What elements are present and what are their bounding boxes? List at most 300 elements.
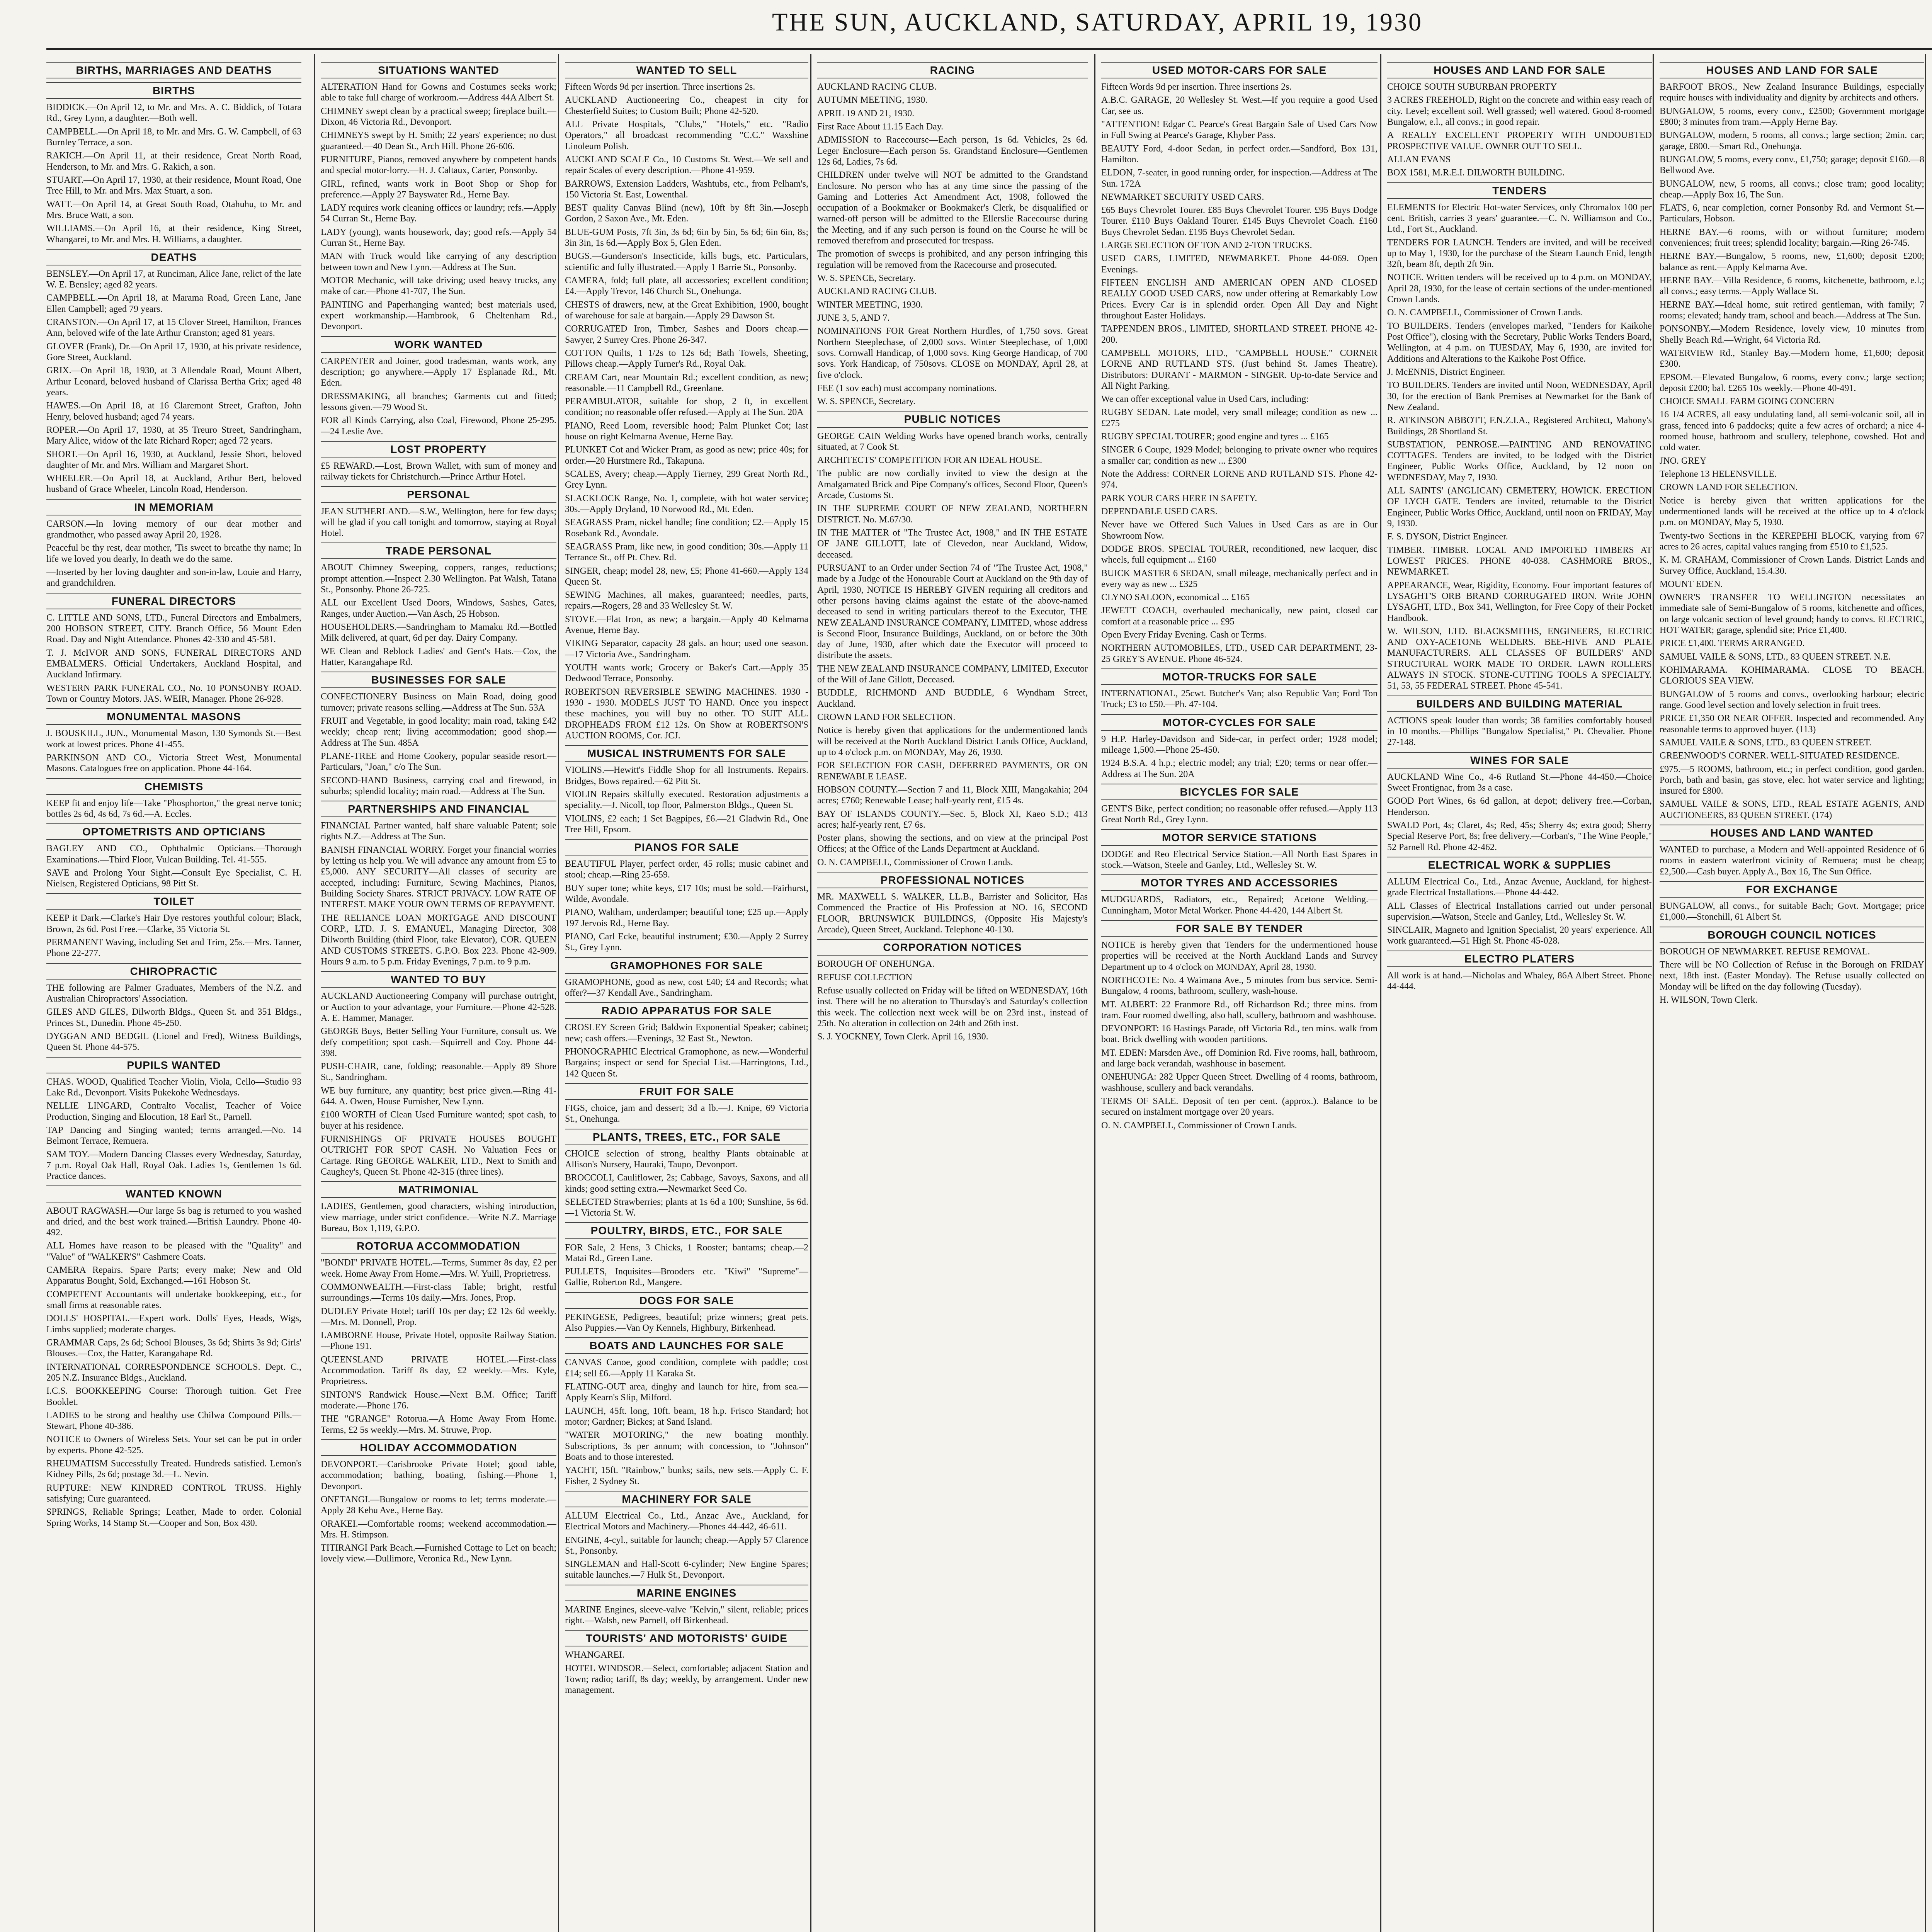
classified-item: 3 ACRES FREEHOLD, Right on the concrete and within easy reach of city. Level; excellent soil. Well grassed; well watered. Good 8-roomed Bungalow, e.l., all convs.; in good repair.: [1387, 95, 1652, 127]
classified-item: ONEHUNGA: 282 Upper Queen Street. Dwelling of 4 rooms, bathroom, washhouse, scullery and back verandahs.: [1101, 1072, 1378, 1093]
classified-item: LARGE SELECTION OF TON AND 2-TON TRUCKS.: [1101, 240, 1312, 251]
section-heading: TRADE PERSONAL: [321, 543, 556, 559]
classified-item: DRESSMAKING, all branches; Garments cut and fitted; lessons given.—79 Wood St.: [321, 391, 556, 412]
classified-item: T. J. McIVOR AND SONS, FUNERAL DIRECTORS AND EMBALMERS. Official Undertakers, Auckland Hospital, and Auckland Infirmary.: [46, 648, 301, 680]
classified-item: LAMBORNE House, Private Hotel, opposite Railway Station.—Phone 191.: [321, 1330, 556, 1352]
classified-item: GENT'S Bike, perfect condition; no reasonable offer refused.—Apply 113 Great North Rd., Grey Lynn.: [1101, 804, 1378, 825]
classified-item: PHONOGRAPHIC Electrical Gramophone, as new.—Wonderful Bargains; inspect or send for Special List.—Harringtons, Ltd., 142 Queen St.: [565, 1046, 808, 1079]
classified-item: H. WILSON, Town Clerk.: [1660, 995, 1758, 1005]
classified-item: SINCLAIR, Magneto and Ignition Specialist, 20 years' experience. All work guaranteed.—51 High St. Phone 45-028.: [1387, 925, 1652, 946]
classified-item: KOHIMARAMA. KOHIMARAMA. CLOSE TO BEACH. GLORIOUS SEA VIEW.: [1660, 665, 1924, 686]
classified-item: Open Every Friday Evening. Cash or Terms.: [1101, 630, 1267, 640]
classified-item: BUDDLE, RICHMOND AND BUDDLE, 6 Wyndham Street, Auckland.: [817, 688, 1088, 709]
section-heading: BUSINESSES FOR SALE: [321, 672, 556, 688]
classified-item: QUEENSLAND PRIVATE HOTEL.—First-class Accommodation. Tariff 8s day, £2 weekly.—Mrs. Kyle, Proprietress.: [321, 1354, 556, 1387]
classified-item: SELECTED Strawberries; plants at 1s 6d a 100; Sunshine, 5s 6d.—1 Victoria St. W.: [565, 1197, 808, 1218]
section-heading: BUILDERS AND BUILDING MATERIAL: [1387, 696, 1652, 712]
section-heading: WINES FOR SALE: [1387, 752, 1652, 769]
classified-item: JEAN SUTHERLAND.—S.W., Wellington, here for few days; will be glad if you call tonight and tomorrow, staying at Royal Hotel.: [321, 506, 556, 539]
classified-item: Notice is hereby given that applications for the undermentioned lands will be received at the North Auckland District Lands Office, Auckland, up to 4 o'clock p.m. on MONDAY, May 26, 1930.: [817, 725, 1088, 757]
section-heading: RADIO APPARATUS FOR SALE: [565, 1002, 808, 1019]
classified-item: O. N. CAMPBELL, Commissioner of Crown Lands.: [1387, 308, 1583, 318]
classified-item: BUGS.—Gunderson's Insecticide, kills bugs, etc. Particulars, scientific and fully illustrated.—Apply 1 Barrie St., Ponsonby.: [565, 251, 808, 272]
column-rule: [1094, 54, 1095, 1932]
classified-item: IN THE SUPREME COURT OF NEW ZEALAND, NORTHERN DISTRICT. No. M.67/30.: [817, 503, 1088, 525]
classified-item: CONFECTIONERY Business on Main Road, doing good turnover; private reasons selling.—Address at The Sun. 53A: [321, 692, 556, 713]
classified-item: USED CARS, LIMITED, NEWMARKET. Phone 44-069. Open Evenings.: [1101, 253, 1378, 275]
section-heading: MOTOR SERVICE STATIONS: [1101, 829, 1378, 846]
classified-item: BUICK MASTER 6 SEDAN, small mileage, mechanically perfect and in every way as new ... £325: [1101, 568, 1378, 589]
classified-item: ALLAN EVANS: [1387, 154, 1451, 165]
classified-item: GRIX.—On April 18, 1930, at 3 Allendale Road, Mount Albert, Arthur Leonard, beloved husband of Clarissa Bertha Grix; aged 48 years.: [46, 366, 301, 398]
section-heading: POULTRY, BIRDS, ETC., FOR SALE: [565, 1222, 808, 1239]
classified-item: The public are now cordially invited to view the design at the Amalgamated Brick and Pipe Company's offices, Second Floor, Queen's Arcade, Customs St.: [817, 468, 1088, 501]
classified-item: ALLUM Electrical Co., Ltd., Anzac Avenue, Auckland, for highest-grade Electrical Installations.—Phone 44-442.: [1387, 876, 1652, 898]
classified-item: CHOICE SMALL FARM GOING CONCERN: [1660, 396, 1835, 407]
classified-item: PRICE £1,350 OR NEAR OFFER. Inspected and recommended. Any reasonable terms to approved buyer. (113): [1660, 713, 1924, 735]
classified-item: KEEP fit and enjoy life—Take "Phosphorton," the great nerve tonic; bottles 2s 6d, 4s 6d, 7s 6d.—A. Eccles.: [46, 798, 301, 819]
classified-item: FOR all Kinds Carrying, also Coal, Firewood, Phone 25-295.—24 Leslie Ave.: [321, 415, 556, 437]
classified-item: SAMUEL VAILE & SONS, LTD., 83 QUEEN STREET. N.E.: [1660, 651, 1891, 662]
classified-item: BUNGALOW, 5 rooms, every conv., £1,750; garage; deposit £160.—8 Bellwood Ave.: [1660, 154, 1924, 176]
classified-item: BROCCOLI, Cauliflower, 2s; Cabbage, Savoys, Saxons, and all kinds; good setting extra.—Newmarket Seed Co.: [565, 1173, 808, 1194]
classified-item: FRUIT and Vegetable, in good locality; main road, taking £42 weekly; cheap rent; living accommodation; good shop.—Address at The Sun. 485A: [321, 716, 556, 748]
classified-item: W. S. SPENCE, Secretary.: [817, 396, 916, 407]
section-heading: MOTOR TYRES AND ACCESSORIES: [1101, 874, 1378, 891]
classified-item: Refuse usually collected on Friday will be lifted on WEDNESDAY, 16th inst. There will be no alteration to Thursday's and Saturday's collection this week. The collection next week will be on 23rd inst., instead of 25th. No alteration in collection on 24th and 26th inst.: [817, 986, 1088, 1029]
classified-item: CRANSTON.—On April 17, at 15 Clover Street, Hamilton, Frances Ann, beloved wife of the late Arthur Cranston; aged 81 years.: [46, 317, 301, 338]
classified-item: SAMUEL VAILE & SONS, LTD., REAL ESTATE AGENTS, AND AUCTIONEERS, 83 QUEEN STREET. (174): [1660, 799, 1924, 820]
column-1: [46, 58, 301, 1932]
classified-item: TERMS OF SALE. Deposit of ten per cent. (approx.). Balance to be secured on instalment mortgage over 20 years.: [1101, 1096, 1378, 1117]
classified-item: NOTICE to Owners of Wireless Sets. Your set can be put in order by experts. Phone 42-525.: [46, 1434, 301, 1456]
classified-item: BAY OF ISLANDS COUNTY.—Sec. 5, Block XI, Kaeo S.D.; 413 acres; half-yearly rent, £7 6s.: [817, 809, 1088, 830]
classified-item: APRIL 19 AND 21, 1930.: [817, 108, 915, 119]
classified-item: BUNGALOW of 5 rooms and convs., overlooking harbour; electric range. Good level section and lovely selection in fruit trees.: [1660, 689, 1924, 710]
classified-item: CHILDREN under twelve will NOT be admitted to the Grandstand Enclosure. No person who has at any time since the passing of the Gaming and Lotteries Act Amendment Act, 1908, followed the occupation of a Bookmaker or Bookmaker's Clerk, be disqualified or warned-off person will be admitted to the Ellerslie Racecourse during the Meeting, and if any such person is found on the Course he will be removed therefrom and prosecuted for trespass.: [817, 170, 1088, 246]
classified-item: £100 WORTH of Clean Used Furniture wanted; spot cash, to buyer at his residence.: [321, 1110, 556, 1131]
section-heading: TOURISTS' AND MOTORISTS' GUIDE: [565, 1630, 808, 1646]
classified-item: MT. ALBERT: 22 Franmore Rd., off Richardson Rd.; three mins. from tram. Four roomed dwelling, also hall, scullery, bathroom and washhouse.: [1101, 999, 1378, 1020]
section-heading: WANTED TO BUY: [321, 971, 556, 988]
section-heading: PERSONAL: [321, 486, 556, 503]
section-heading: ELECTRICAL WORK & SUPPLIES: [1387, 857, 1652, 873]
classified-item: ENGINE, 4-cyl., suitable for launch; cheap.—Apply 57 Clarence St., Ponsonby.: [565, 1535, 808, 1556]
classified-item: SAVE and Prolong Your Sight.—Consult Eye Specialist, C. H. Nielsen, Registered Opticians, 98 Pitt St.: [46, 867, 301, 889]
column-4: [817, 58, 1088, 1932]
classified-item: CROWN LAND FOR SELECTION.: [817, 712, 956, 722]
classified-item: BUNGALOW, modern, 5 rooms, all convs.; large section; 2min. car; garage, £800.—Smart Rd., Onehunga.: [1660, 130, 1924, 151]
classified-item: LAUNCH, 45ft. long, 10ft. beam, 18 h.p. Frisco Standard; hot motor; Gardner; Bickes; at Sand Island.: [565, 1406, 808, 1427]
classified-item: LADIES, Gentlemen, good characters, wishing introduction, view marriage, under strict confidence.—Write N.Z. Marriage Bureau, Box 1,119, G.P.O.: [321, 1201, 556, 1233]
section-heading: PUPILS WANTED: [46, 1057, 301, 1073]
classified-item: "ATTENTION! Edgar C. Pearce's Great Bargain Sale of Used Cars Now in Full Swing at Pearce's Garage, Khyber Pass.: [1101, 119, 1378, 141]
classified-item: F. S. DYSON, District Engineer.: [1387, 532, 1508, 542]
classified-item: WESTERN PARK FUNERAL CO., No. 10 PONSONBY ROAD. Town or Country Motors. JAS. WEIR, Manager. Phone 26-928.: [46, 683, 301, 704]
classified-item: TITIRANGI Park Beach.—Furnished Cottage to Let on beach; lovely view.—Dullimore, Veronica Rd., New Lynn.: [321, 1543, 556, 1564]
classified-item: I.C.S. BOOKKEEPING Course: Thorough tuition. Get Free Booklet.: [46, 1386, 301, 1407]
classified-item: OWNER'S TRANSFER TO WELLINGTON necessitates an immediate sale of Semi-Bungalow of 5 rooms, kitchenette and offices, on large volcanic section of level ground; handy to convs. ELECTRIC, HOT WATER; garage, splendid site; Price £1,400.: [1660, 592, 1924, 636]
classified-item: 16 1/4 ACRES, all easy undulating land, all semi-volcanic soil, all in grass, fenced into 6 paddocks; quite a few acres of orchard; a nice 4-roomed house, bathroom and scullery, telephone, cowshed. Hot and cold water.: [1660, 410, 1924, 453]
classified-item: RHEUMATISM Successfully Treated. Hundreds satisfied. Lemon's Kidney Pills, 2s 6d; postage 3d.—L. Nevin.: [46, 1459, 301, 1480]
classified-item: AUCKLAND SCALE Co., 10 Customs St. West.—We sell and repair Scales of every description.—Phone 41-959.: [565, 154, 808, 176]
section-heading: HOUSES AND LAND FOR SALE: [1387, 62, 1652, 78]
classified-item: PERAMBULATOR, suitable for shop, 2 ft, in excellent condition; no reasonable offer refused.—Apply at The Sun. 20A: [565, 396, 808, 418]
classified-item: SINGLEMAN and Hall-Scott 6-cylinder; New Engine Spares; suitable launches.—7 Hulk St., Devonport.: [565, 1559, 808, 1580]
classified-item: ABOUT RAGWASH.—Our large 5s bag is returned to you washed and dried, and the best work trained.—British Laundry. Phone 40-492.: [46, 1206, 301, 1238]
section-heading: MUSICAL INSTRUMENTS FOR SALE: [565, 745, 808, 762]
classified-item: "BONDI" PRIVATE HOTEL.—Terms, Summer 8s day, £2 per week. Home Away From Home.—Mrs. W. Yuill, Proprietress.: [321, 1258, 556, 1279]
classified-item: BEAUTY Ford, 4-door Sedan, in perfect order.—Sandford, Box 131, Hamilton.: [1101, 143, 1378, 165]
classified-item: FINANCIAL Partner wanted, half share valuable Patent; sole rights N.Z.—Address at The Sun.: [321, 821, 556, 842]
classified-item: K. M. GRAHAM, Commissioner of Crown Lands. District Lands and Survey Office, Auckland, 15.4.30.: [1660, 555, 1924, 576]
classified-item: BIDDICK.—On April 12, to Mr. and Mrs. A. C. Biddick, of Totara Rd., Grey Lynn, a daughter.—Both well.: [46, 102, 301, 124]
classified-item: DUDLEY Private Hotel; tariff 10s per day; £2 12s 6d weekly.—Mrs. M. Donnell, Prop.: [321, 1306, 556, 1327]
classified-item: PLUNKET Cot and Wicker Pram, as good as new; price 40s; for order.—20 Hurstmere Rd., Takapuna.: [565, 445, 808, 466]
classified-item: STUART.—On April 17, 1930, at their residence, Mount Road, One Tree Hill, to Mr. and Mrs. Max Stuart, a son.: [46, 175, 301, 196]
classified-item: DYGGAN AND BEDGIL (Lionel and Fred), Witness Buildings, Queen St. Phone 44-575.: [46, 1031, 301, 1053]
classified-item: ADMISSION to Racecourse—Each person, 1s 6d. Vehicles, 2s 6d. Leger Enclosure—Each person 5s. Grandstand Enclosure—Gentlemen 12s 6d, Ladies, 7s 6d.: [817, 135, 1088, 167]
classified-item: BOX 1581, M.R.E.I. DILWORTH BUILDING.: [1387, 168, 1565, 178]
classified-item: JUNE 3, 5, AND 7.: [817, 313, 890, 323]
section-heading: LOST PROPERTY: [321, 441, 556, 457]
classified-item: SAMUEL VAILE & SONS, LTD., 83 QUEEN STREET.: [1660, 737, 1872, 748]
classified-item: ALL Homes have reason to be pleased with the "Quality" and "Value" of "WALKER'S" Cashmere Coats.: [46, 1241, 301, 1262]
classified-item: HERNE BAY.—Villa Residence, 6 rooms, kitchenette, bathroom, e.l.; all convs.; easy terms.—Apply Wallace St.: [1660, 276, 1924, 297]
classified-item: WE buy furniture, any quantity; best price given.—Ring 41-644. A. Owen, House Furnisher, New Lynn.: [321, 1085, 556, 1107]
classified-item: £5 REWARD.—Lost, Brown Wallet, with sum of money and railway tickets for Christchurch.—Prince Arthur Hotel.: [321, 461, 556, 482]
classified-item: CROWN LAND FOR SELECTION.: [1660, 482, 1798, 493]
classified-item: LADIES to be strong and healthy use Chilwa Compound Pills.—Stewart, Phone 40-386.: [46, 1410, 301, 1432]
classified-item: C. LITTLE AND SONS, LTD., Funeral Directors and Embalmers, 200 HOBSON STREET, CITY. Branch Office, 56 Mount Eden Road. Day and Night Attendance. Phones 42-330 and 45-581.: [46, 612, 301, 645]
classified-item: THE "GRANGE" Rotorua.—A Home Away From Home. Terms, £2 5s weekly.—Mrs. M. Struwe, Prop.: [321, 1414, 556, 1435]
classified-item: Notice is hereby given that written applications for the undermentioned lands will be received at the office up to 4 o'clock p.m. on MONDAY, May 5, 1930.: [1660, 495, 1924, 528]
classified-item: ALLUM Electrical Co., Ltd., Anzac Ave., Auckland, for Electrical Motors and Machinery.—Phones 44-442, 46-611.: [565, 1510, 808, 1532]
classified-item: MT. EDEN: Marsden Ave., off Dominion Rd. Five rooms, hall, bathroom, and large back verandah, washhouse in basement.: [1101, 1048, 1378, 1069]
classified-item: A.B.C. GARAGE, 20 Wellesley St. West.—If you require a good Used Car, see us.: [1101, 95, 1378, 116]
section-heading: FRUIT FOR SALE: [565, 1083, 808, 1100]
classified-item: BUNGALOW, all convs., for suitable Bach; Govt. Mortgage; price £1,000.—Stonehill, 61 Albert St.: [1660, 901, 1924, 922]
classified-item: O. N. CAMPBELL, Commissioner of Crown Lands.: [817, 857, 1013, 867]
classified-item: INTERNATIONAL, 25cwt. Butcher's Van; also Republic Van; Ford Ton Truck; £3 to £50.—Ph. 47-104.: [1101, 689, 1378, 710]
classified-item: PEKINGESE, Pedigrees, beautiful; prize winners; great pets. Also Puppies.—Van Oy Kennels, Highbury, Birkenhead.: [565, 1312, 808, 1333]
classified-item: PULLETS, Inquisites—Brooders etc. "Kiwi" "Supreme"—Gallie, Roberton Rd., Mangere.: [565, 1267, 808, 1288]
classified-item: VIKING Separator, capacity 28 gals. an hour; used one season.—17 Victoria Ave., Sandringham.: [565, 638, 808, 660]
classified-item: SWALD Port, 4s; Claret, 4s; Red, 45s; Sherry 4s; extra good; Sherry Special Reserve Port, 8s; free delivery.—Corban's, "The Wine People," 52 Parnell Rd. Phone 42-462.: [1387, 820, 1652, 852]
classified-item: COMPETENT Accountants will undertake bookkeeping, etc., for small firms at reasonable rates.: [46, 1289, 301, 1310]
classified-item: GIRL, refined, wants work in Boot Shop or Shop for preference.—Apply 27 Bayswater Rd., Herne Bay.: [321, 179, 556, 200]
classified-item: PIANO, Waltham, underdamper; beautiful tone; £25 up.—Apply 197 Jervois Rd., Herne Bay.: [565, 907, 808, 929]
classified-item: PLANE-TREE and Home Cookery, popular seaside resort.—Particulars, "Joan," c/o The Sun.: [321, 751, 556, 772]
classified-item: Peaceful be thy rest, dear mother, 'Tis sweet to breathe thy name; In life we loved you dearly, In death we do the same.: [46, 543, 301, 564]
classified-item: BUNGALOW, 5 rooms, every conv., £2500; Government mortgage £800; 3 minutes from tram.—Apply Herne Bay.: [1660, 106, 1924, 127]
classified-item: First Race About 11.15 Each Day.: [817, 121, 944, 132]
section-heading: PUBLIC NOTICES: [817, 411, 1088, 427]
section-heading: MOTOR-TRUCKS FOR SALE: [1101, 668, 1378, 685]
classified-item: The promotion of sweeps is prohibited, and any person infringing this regulation will be removed from the Racecourse and prosecuted.: [817, 249, 1088, 270]
classified-item: NOMINATIONS FOR Great Northern Hurdles, of 1,750 sovs. Great Northern Steeplechase, of 2,000 sovs. Winter Steeplechase, of 1,000 sovs. Cornwall Handicap, of 1,000 sovs. King George Handicap, of 700 sovs. York Handicap, of 750sovs. CLOSE on MONDAY, April 28, at five o'clock.: [817, 326, 1088, 380]
classified-item: MOUNT EDEN.: [1660, 579, 1723, 589]
classified-item: Fifteen Words 9d per insertion. Three insertions 2s.: [565, 82, 755, 92]
section-heading: BOATS AND LAUNCHES FOR SALE: [565, 1337, 808, 1354]
classified-item: "WATER MOTORING," the new boating monthly. Subscriptions, 3s per annum; with concession, to "Johnson" Boats and to those interested.: [565, 1430, 808, 1462]
classified-item: Poster plans, showing the sections, and on view at the principal Post Offices; at the Office of the Lands Department at Auckland.: [817, 833, 1088, 854]
classified-item: NOTICE is hereby given that Tenders for the undermentioned house properties will be received at the North Auckland Lands and Survey Department up to 4 o'clock on MONDAY, April 28, 1930.: [1101, 940, 1378, 972]
classified-item: W. WILSON, LTD. BLACKSMITHS, ENGINEERS, ELECTRIC AND OXY-ACETONE WELDERS. BEE-HIVE AND PLATE MANUFACTURERS. ALL CLASSES OF BUILDERS' AND STRUCTURAL WORK MADE TO ORDER. LAWN ROLLERS ALWAYS IN STOCK. STONE-CUTTING TOOLS A SPECIALTY. 51, 53, 55 FEDERAL STREET. Phone 45-541.: [1387, 626, 1652, 691]
classified-item: All work is at hand.—Nicholas and Whaley, 86A Albert Street. Phone 44-444.: [1387, 970, 1652, 992]
classified-item: JEWETT COACH, overhauled mechanically, new paint, closed car comfort at a reasonable price ... £95: [1101, 605, 1378, 627]
classified-item: COTTON Quilts, 1 1/2s to 12s 6d; Bath Towels, Sheeting, Pillows cheap.—Apply Turner's Rd., Royal Oak.: [565, 348, 808, 369]
classified-item: BUNGALOW, new, 5 rooms, all convs.; close tram; good locality; cheap.—Apply Box 16, The Sun.: [1660, 179, 1924, 200]
section-heading: HOLIDAY ACCOMMODATION: [321, 1439, 556, 1456]
classified-item: FOR SELECTION FOR CASH, DEFERRED PAYMENTS, OR ON RENEWABLE LEASE.: [817, 760, 1088, 782]
classified-item: VIOLINS.—Hewitt's Fiddle Shop for all Instruments. Repairs. Bridges, Bows repaired.—62 Pitt St.: [565, 765, 808, 786]
classified-item: PIANO, Carl Ecke, beautiful instrument; £30.—Apply 2 Surrey St., Grey Lynn.: [565, 932, 808, 953]
column-rule: [810, 54, 811, 1932]
classified-item: SINTON'S Randwick House.—Next B.M. Office; Tariff moderate.—Phone 176.: [321, 1389, 556, 1411]
classified-item: 9 H.P. Harley-Davidson and Side-car, in perfect order; 1928 model; mileage 1,500.—Phone 25-450.: [1101, 734, 1378, 755]
classified-item: FLATING-OUT area, dinghy and launch for hire, from sea.—Apply Kearn's Slip, Milford.: [565, 1382, 808, 1403]
classified-item: Never have we Offered Such Values in Used Cars as are in Our Showroom Now.: [1101, 520, 1378, 541]
section-heading: PROFESSIONAL NOTICES: [817, 872, 1088, 888]
classified-item: GOOD Port Wines, 6s 6d gallon, at depot; delivery free.—Corban, Henderson.: [1387, 796, 1652, 817]
classified-item: SHORT.—On April 16, 1930, at Auckland, Jessie Short, beloved daughter of Mr. and Mrs. William and Margaret Short.: [46, 449, 301, 470]
classified-item: CAMPBELL MOTORS, LTD., "CAMPBELL HOUSE." CORNER LORNE AND RUTLAND STS. (Just behind St. James Theatre). Distributors: DURANT - MARMON - SINGER. Up-to-date Service and All Night Parking.: [1101, 348, 1378, 391]
classified-item: FIFTEEN ENGLISH AND AMERICAN OPEN AND CLOSED REALLY GOOD USED CARS, now under offering at Remarkably Low Prices. Every Car is in splendid order. Open All Day and Night throughout Easter Holidays.: [1101, 278, 1378, 321]
section-heading: BOROUGH COUNCIL NOTICES: [1660, 927, 1924, 943]
classified-item: BEST quality Canvas Blind (new), 10ft by 8ft 3in.—Joseph Gordon, 2 Saxon Ave., Mt. Eden.: [565, 203, 808, 224]
classified-item: HOTEL WINDSOR.—Select, comfortable; adjacent Station and Town; radio; tariff, 8s day; weekly, by arrangement. Under new management.: [565, 1663, 808, 1696]
section-heading: BIRTHS, MARRIAGES AND DEATHS: [46, 62, 301, 78]
classified-item: TAP Dancing and Singing wanted; terms arranged.—No. 14 Belmont Terrace, Remuera.: [46, 1125, 301, 1146]
classified-item: ALL Private Hospitals, "Clubs," "Hotels," etc. "Radio Operators," all broadcast recommending "C.C." Waxshine Linoleum Polish.: [565, 119, 808, 151]
classified-item: KEEP it Dark.—Clarke's Hair Dye restores youthful colour; Black, Brown, 2s 6d. Post Free.—Clarke, 35 Victoria St.: [46, 913, 301, 934]
classified-item: WANTED to purchase, a Modern and Well-appointed Residence of 6 rooms in eastern waterfront vicinity of Remuera; must be cheap; £2,500.—Cash buyer. Apply A., Box 16, The Sun Office.: [1660, 845, 1924, 877]
classified-item: ABOUT Chimney Sweeping, coppers, ranges, reductions; prompt attention.—Inspect 2.30 Wellington. Pat Walsh, Tatana St., Ponsonby. Phone 26-725.: [321, 563, 556, 595]
classified-item: PIANO, Reed Loom, reversible hood; Palm Plunket Cot; last house on right Kelmarna Avenue, Herne Bay.: [565, 420, 808, 442]
classified-item: FIGS, choice, jam and dessert; 3d a lb.—J. Knipe, 69 Victoria St., Onehunga.: [565, 1103, 808, 1124]
classified-item: HERNE BAY.—Ideal home, suit retired gentleman, with family; 7 rooms; elevated; handy tram, school and beach.—Address at The Sun.: [1660, 299, 1924, 321]
classified-item: EPSOM.—Elevated Bungalow, 6 rooms, every conv.; large section; deposit £200; bal. £265 10s weekly.—Phone 40-491.: [1660, 372, 1924, 393]
classified-item: CANVAS Canoe, good condition, complete with paddle; cost £14; sell £6.—Apply 11 Karaka St.: [565, 1357, 808, 1379]
classified-item: APPEARANCE, Wear, Rigidity, Economy. Four important features of LYSAGHT'S ORB BRAND CORRUGATED IRON. Write JOHN LYSAGHT, LTD., Box 341, Wellington, for Free Copy of their Pocket Handbook.: [1387, 580, 1652, 623]
classified-item: CARPENTER and Joiner, good tradesman, wants work, any description; go anywhere.—Apply 17 Esplanade Rd., Mt. Eden.: [321, 356, 556, 388]
classified-item: SUBSTATION, PENROSE.—PAINTING AND RENOVATING COTTAGES. Tenders are invited, to be lodged with the District Engineer, Public Works Office, Auckland, by 12 noon on WEDNESDAY, May 7, 1930.: [1387, 439, 1652, 483]
classified-item: TO BUILDERS. Tenders are invited until Noon, WEDNESDAY, April 30, for the erection of Bank Premises at Newmarket for the Bank of New Zealand.: [1387, 380, 1652, 412]
classified-item: Note the Address: CORNER LORNE AND RUTLAND STS. Phone 42-974.: [1101, 469, 1378, 490]
column-rule: [1653, 54, 1654, 1932]
classified-item: SINGER 6 Coupe, 1929 Model; belonging to private owner who requires a smaller car; condition as new ... £300: [1101, 445, 1378, 466]
classified-item: BARFOOT BROS., New Zealand Insurance Buildings, especially require houses with individuality and dignity by architects and others.: [1660, 82, 1924, 103]
section-heading: FOR EXCHANGE: [1660, 881, 1924, 898]
classified-item: NEWMARKET SECURITY USED CARS.: [1101, 192, 1264, 202]
classified-item: FURNISHINGS OF PRIVATE HOUSES BOUGHT OUTRIGHT FOR SPOT CASH. No Valuation Fees or Cartage. Ring GEORGE WALKER, LTD., Next to Smith and Caughey's, Queen St. Phone 42-315 (three lines).: [321, 1134, 556, 1177]
classified-item: ONETANGI.—Bungalow or rooms to let; terms moderate.—Apply 28 Kehu Ave., Herne Bay.: [321, 1494, 556, 1516]
classified-item: HERNE BAY.—Bungalow, 5 rooms, new, £1,600; deposit £200; balance as rent.—Apply Kelmarna Ave.: [1660, 251, 1924, 272]
top-rule: [46, 48, 1932, 50]
classified-item: RAKICH.—On April 11, at their residence, Great North Road, Henderson, to Mr. and Mrs. G. Rakich, a son.: [46, 151, 301, 172]
section-heading: CORPORATION NOTICES: [817, 939, 1088, 956]
classified-item: PONSONBY.—Modern Residence, lovely view, 10 minutes from Shelly Beach Rd.—Wright, 64 Victoria Rd.: [1660, 324, 1924, 345]
column-5: [1101, 58, 1378, 1932]
classified-item: CAMPBELL.—On April 18, at Marama Road, Green Lane, Jane Ellen Campbell; aged 79 years.: [46, 293, 301, 314]
classified-item: REFUSE COLLECTION: [817, 972, 912, 983]
classified-item: BOROUGH OF ONEHUNGA.: [817, 959, 935, 969]
classified-item: £65 Buys Chevrolet Tourer. £85 Buys Chevrolet Tourer. £95 Buys Dodge Tourer. £110 Buys Oakland Tourer. £145 Buys Chevrolet Coach. £160 Buys Chevrolet Sedan. £195 Buys Chevrolet Sedan.: [1101, 205, 1378, 237]
classified-item: FOR Sale, 2 Hens, 3 Chicks, 1 Rooster; bantams; cheap.—2 Matai Rd., Green Lane.: [565, 1242, 808, 1264]
classified-item: WATERVIEW Rd., Stanley Bay.—Modern home, £1,600; deposit £300.: [1660, 348, 1924, 369]
section-heading: CHEMISTS: [46, 778, 301, 795]
section-heading: MOTOR-CYCLES FOR SALE: [1101, 714, 1378, 731]
classified-item: BARROWS, Extension Ladders, Washtubs, etc., from Pelham's, 150 Victoria St. East, Lowenthal.: [565, 179, 808, 200]
classified-item: JNO. GREY: [1660, 456, 1707, 466]
classified-item: Telephone 13 HELENSVILLE.: [1660, 469, 1777, 480]
classified-item: SAM TOY.—Modern Dancing Classes every Wednesday, Saturday, 7 p.m. Royal Oak Hall, Royal Oak. Ladies 1s, Gentlemen 1s 6d. Practice dances.: [46, 1149, 301, 1182]
classified-item: PRICE £1,400. TERMS ARRANGED.: [1660, 638, 1805, 649]
classified-item: ROBERTSON REVERSIBLE SEWING MACHINES. 1930 - 1930 - 1930. MODELS JUST TO HAND. Once you inspect these machines, you will buy no other. TO SUIT ALL. DROPHEADS FROM £12 12s. On Show at ROBERTSON'S AUCTION ROOMS, Cor. JCJ.: [565, 687, 808, 741]
classified-item: ALL SAINTS' (ANGLICAN) CEMETERY, HOWICK. ERECTION OF LYCH GATE. Tenders are invited, returnable to the District Engineer, Public Works Office, Auckland, until noon on FRIDAY, May 9, 1930.: [1387, 486, 1652, 529]
classified-item: WHANGAREI.: [565, 1650, 624, 1660]
classified-item: TO BUILDERS. Tenders (envelopes marked, "Tenders for Kaikohe Post Office"), closing with the Secretary, Public Works Tenders Board, Wellington, at 4 p.m. on TUESDAY, May 6, 1930, are invited for Additions and Alterations to the Kaikohe Post Office.: [1387, 321, 1652, 364]
classified-item: GLOVER (Frank), Dr.—On April 17, 1930, at his private residence, Gore Street, Auckland.: [46, 341, 301, 363]
classified-item: SEAGRASS Pram, nickel handle; fine condition; £2.—Apply 15 Rosebank Rd., Avondale.: [565, 517, 808, 539]
classified-item: WE Clean and Reblock Ladies' and Gent's Hats.—Cox, the Hatter, Karangahape Rd.: [321, 646, 556, 667]
classified-item: —Inserted by her loving daughter and son-in-law, Louie and Harry, and grandchildren.: [46, 567, 301, 588]
section-heading: USED MOTOR-CARS FOR SALE: [1101, 62, 1378, 78]
masthead: THE SUN, AUCKLAND, SATURDAY, APRIL 19, 1930: [772, 8, 1423, 36]
classified-item: R. ATKINSON ABBOTT, F.N.Z.I.A., Registered Architect, Mahony's Buildings, 28 Shortland St.: [1387, 415, 1652, 437]
classified-item: PAINTING and Paperhanging wanted; best materials used, expert workmanship.—Hambrook, 6 Cheltenham Rd., Devonport.: [321, 299, 556, 332]
classified-item: 1924 B.S.A. 4 h.p.; electric model; any trial; £20; terms or near offer.—Address at The Sun. 20A: [1101, 758, 1378, 779]
section-heading: OPTOMETRISTS AND OPTICIANS: [46, 823, 301, 840]
classified-item: NOTICE. Written tenders will be received up to 4 p.m. on MONDAY, April 28, 1930, for the lease of certain sections of the under-mentioned Crown Lands.: [1387, 272, 1652, 305]
classified-item: CAMPBELL.—On April 18, to Mr. and Mrs. G. W. Campbell, of 63 Burnley Terrace, a son.: [46, 126, 301, 148]
classified-item: FURNITURE, Pianos, removed anywhere by competent hands and special motor-lorry.—H. J. Caltaux, Carter, Ponsonby.: [321, 154, 556, 176]
classified-item: GILES AND GILES, Dilworth Bldgs., Queen St. and 351 Bldgs., Princes St., Dunedin. Phone 45-250.: [46, 1007, 301, 1028]
column-rule: [558, 54, 559, 1932]
section-heading: SITUATIONS WANTED: [321, 62, 556, 78]
classified-item: WHEELER.—On April 18, at Auckland, Arthur Bert, beloved husband of Grace Wheeler, Lincoln Road, Henderson.: [46, 473, 301, 495]
classified-item: BANISH FINANCIAL WORRY. Forget your financial worries by letting us help you. We will advance any amount from £5 to £5,000. ANY SECURITY—All classes of security are accepted, including: Furniture, Sewing Machines, Pianos, Building Society Shares. STRICT PRIVACY. LOW RATE OF INTEREST. MAKE YOUR OWN TERMS OF REPAYMENT.: [321, 845, 556, 910]
classified-item: SINGER, cheap; model 28, new, £5; Phone 41-660.—Apply 134 Queen St.: [565, 566, 808, 587]
classified-item: VIOLIN Repairs skilfully executed. Restoration adjustments a speciality.—J. Nicoll, top floor, Palmerston Bldgs., Queen St.: [565, 789, 808, 811]
classified-item: A REALLY EXCELLENT PROPERTY WITH UNDOUBTED PROSPECTIVE VALUE. OWNER OUT TO SELL.: [1387, 130, 1652, 151]
classified-item: AUCKLAND RACING CLUB.: [817, 286, 937, 297]
classified-item: HERNE BAY.—6 rooms, with or without furniture; modern conveniences; fruit trees; splendid locality; bargain.—Ring 26-745.: [1660, 227, 1924, 248]
classified-item: ALL our Excellent Used Doors, Windows, Sashes, Gates, Ranges, under Auction.—Van Asch, 25 Hobson.: [321, 598, 556, 619]
classified-item: CARSON.—In loving memory of our dear mother and grandmother, who passed away April 20, 1928.: [46, 519, 301, 540]
classified-item: PARKINSON AND CO., Victoria Street West, Monumental Masons. Catalogues free on application. Phone 44-164.: [46, 752, 301, 774]
classified-item: ALL Classes of Electrical Installations carried out under personal supervision.—Watson, Steele and Ganley, Ltd., Wellesley St. W.: [1387, 901, 1652, 922]
classified-item: CORRUGATED Iron, Timber, Sashes and Doors cheap.—Sawyer, 2 Surrey Cres. Phone 26-347.: [565, 324, 808, 345]
classified-item: SPRINGS, Reliable Springs; Leather, Made to order. Colonial Spring Works, 14 Stamp St.—Cooper and Son, Box 430.: [46, 1507, 301, 1528]
classified-item: IN THE MATTER of "The Trustee Act, 1908," and IN THE ESTATE OF JANE GILLOTT, late of Clevedon, near Auckland, Widow, deceased.: [817, 528, 1088, 560]
classified-item: ACTIONS speak louder than words; 38 families comfortably housed in 10 months.—Phillips "Bungalow Specialist," Pt. Chevalier. Phone 27-148.: [1387, 715, 1652, 748]
classified-item: YOUTH wants work; Grocery or Baker's Cart.—Apply 35 Dedwood Terrace, Ponsonby.: [565, 663, 808, 684]
section-heading: WANTED KNOWN: [46, 1185, 301, 1202]
classified-item: ROPER.—On April 17, 1930, at 35 Treuro Street, Sandringham, Mary Alice, widow of the late Richard Roper; aged 72 years.: [46, 425, 301, 446]
classified-item: CHOICE SOUTH SUBURBAN PROPERTY: [1387, 82, 1557, 92]
column-rule: [1380, 54, 1381, 1932]
classified-item: LADY requires work cleaning offices or laundry; refs.—Apply 54 Curran St., Herne Bay.: [321, 203, 556, 224]
classified-item: GREENWOOD'S CORNER. WELL-SITUATED RESIDENCE.: [1660, 751, 1900, 761]
classified-item: SCALES, Avery; cheap.—Apply Tierney, 299 Great North Rd., Grey Lynn.: [565, 469, 808, 490]
classified-item: CREAM Cart, near Mountain Rd.; excellent condition, as new; reasonable.—11 Campbell Rd., Greenlane.: [565, 372, 808, 393]
classified-item: NELLIE LINGARD, Contralto Vocalist, Teacher of Voice Production, Singing and Elocution, 18 Earl St., Parnell.: [46, 1101, 301, 1122]
classified-item: BLUE-GUM Posts, 7ft 3in, 3s 6d; 6in by 5in, 5s 6d; 6in 6in, 8s; 3in 3in, 1s 6d.—Apply Box 5, Glen Eden.: [565, 227, 808, 248]
classified-item: CHESTS of drawers, new, at the Great Exhibition, 1900, bought of warehouse for sale at bargain.—Apply 29 Dawson St.: [565, 299, 808, 321]
classified-item: FEE (1 sov each) must accompany nominations.: [817, 383, 997, 393]
section-heading: WANTED TO SELL: [565, 62, 808, 78]
section-heading: PIANOS FOR SALE: [565, 839, 808, 855]
classified-item: HOUSEHOLDERS.—Sandringham to Mamaku Rd.—Bottled Milk delivered, at quart, 6d per day. Dairy Company.: [321, 622, 556, 643]
section-heading: CHIROPRACTIC: [46, 963, 301, 980]
section-heading: TOILET: [46, 893, 301, 910]
classified-item: AUCKLAND Auctioneering Company will purchase outright, or Auction to your advantage, your Furniture.—Phone 42-528. A. E. Hammer, Manager.: [321, 991, 556, 1023]
classified-item: There will be NO Collection of Refuse in the Borough on FRIDAY next, 18th inst. (Easter Monday). The Refuse usually collected on Monday will be lifted on the day following (Tuesday).: [1660, 960, 1924, 992]
classified-item: SLACKLOCK Range, No. 1, complete, with hot water service; 30s.—Apply Dryland, 10 Norwood Rd., Mt. Eden.: [565, 493, 808, 514]
section-heading: PLANTS, TREES, ETC., FOR SALE: [565, 1129, 808, 1145]
classified-item: NORTHCOTE: No. 4 Waimana Ave., 5 minutes from bus service. Semi-Bungalow, 4 rooms, bathroom, scullery, wash-house.: [1101, 975, 1378, 997]
column-rule: [1925, 54, 1926, 1932]
section-heading: MONUMENTAL MASONS: [46, 708, 301, 725]
section-heading: FUNERAL DIRECTORS: [46, 593, 301, 609]
section-heading: IN MEMORIAM: [46, 499, 301, 515]
column-rule: [314, 54, 315, 1932]
classified-item: DODGE and Reo Electrical Service Station.—All North East Spares in stock.—Watson, Steele and Ganley, Ltd., Wellesley St. W.: [1101, 849, 1378, 870]
classified-item: WILLIAMS.—On April 16, at their residence, King Street, Whangarei, to Mr. and Mrs. H. Williams, a daughter.: [46, 223, 301, 245]
classified-item: MUDGUARDS, Radiators, etc., Repaired; Acetone Welding.—Cunningham, Motor Metal Worker. Phone 44-420, 144 Albert St.: [1101, 895, 1378, 916]
section-heading: HOUSES AND LAND WANTED: [1660, 825, 1924, 841]
classified-item: SEAGRASS Pram, like new, in good condition; 30s.—Apply 11 Terrance St., off Pt. Chev. Rd.: [565, 541, 808, 563]
classified-item: DODGE BROS. SPECIAL TOURER, reconditioned, new lacquer, disc wheels, full equipment ... £160: [1101, 544, 1378, 565]
classified-item: CROSLEY Screen Grid; Baldwin Exponential Speaker; cabinet; new; cash offers.—Evenings, 32 East St., Newton.: [565, 1022, 808, 1044]
classified-item: CHAS. WOOD, Qualified Teacher Violin, Viola, Cello—Studio 93 Lake Rd., Devonport. Visits Pukekohe Wednesdays.: [46, 1077, 301, 1098]
classified-item: AUCKLAND Wine Co., 4-6 Rutland St.—Phone 44-450.—Choice Sweet Frontignac, from 3s a case.: [1387, 772, 1652, 793]
classified-item: ORAKEI.—Comfortable rooms; weekend accommodation.—Mrs. H. Stimpson.: [321, 1519, 556, 1540]
classified-item: INTERNATIONAL CORRESPONDENCE SCHOOLS. Dept. C., 205 N.Z. Insurance Bldgs., Auckland.: [46, 1362, 301, 1383]
classified-item: CAMERA, fold; full plate, all accessories; excellent condition; £4.—Apply Trevor, 146 Church St., Onehunga.: [565, 276, 808, 297]
classified-item: GEORGE CAIN Welding Works have opened branch works, centrally situated, at 7 Cook St.: [817, 431, 1088, 452]
classified-item: O. N. CAMPBELL, Commissioner of Crown Lands.: [1101, 1120, 1297, 1131]
classified-item: THE following are Palmer Graduates, Members of the N.Z. and Australian Chiropractors' Association.: [46, 983, 301, 1004]
classified-item: MARINE Engines, sleeve-valve "Kelvin," silent, reliable; prices right.—Walsh, new Parnell, off Birkenhead.: [565, 1604, 808, 1626]
classified-item: S. J. YOCKNEY, Town Clerk. April 16, 1930.: [817, 1032, 988, 1042]
classified-item: WATT.—On April 14, at Great South Road, Otahuhu, to Mr. and Mrs. Bruce Watt, a son.: [46, 199, 301, 220]
section-heading: GRAMOPHONES FOR SALE: [565, 957, 808, 974]
classified-item: PARK YOUR CARS HERE IN SAFETY.: [1101, 493, 1257, 503]
classified-item: DEVONPORT: 16 Hastings Parade, off Victoria Rd., ten mins. walk from boat. Brick dwelling with wooden partitions.: [1101, 1024, 1378, 1045]
classified-item: J. BOUSKILL, JUN., Monumental Mason, 130 Symonds St.—Best work at lowest prices. Phone 41-455.: [46, 728, 301, 750]
classified-item: HOBSON COUNTY.—Section 7 and 11, Block XIII, Mangakahia; 204 acres; £760; Renewable Lease; half-yearly rent, £15 4s.: [817, 784, 1088, 806]
classified-item: SECOND-HAND Business, carrying coal and firewood, in suburbs; splendid locality; main road.—Address at The Sun.: [321, 775, 556, 796]
classified-item: GEORGE Buys, Better Selling Your Furniture, consult us. We defy competition; spot cash.—Squirrell and Coy. Phone 44-398.: [321, 1026, 556, 1058]
classified-item: CHOICE selection of strong, healthy Plants obtainable at Allison's Nursery, Hauraki, Taupo, Devonport.: [565, 1148, 808, 1170]
classified-item: GRAMMAR Caps, 2s 6d; School Blouses, 3s 6d; Shirts 3s 9d; Girls' Blouses.—Cox, the Hatter, Karangahape Rd.: [46, 1337, 301, 1359]
classified-item: STOVE.—Flat Iron, as new; a bargain.—Apply 40 Kelmarna Avenue, Herne Bay.: [565, 614, 808, 636]
classified-item: GRAMOPHONE, good as new, cost £40; £4 and Records; what offer?—37 Kendall Ave., Sandringham.: [565, 977, 808, 998]
classified-item: TENDERS FOR LAUNCH. Tenders are invited, and will be received up to May 1, 1930, for the purchase of the Steam Launch Enid, length 32ft, beam 8ft, depth 2ft 9in.: [1387, 237, 1652, 270]
classified-item: PURSUANT to an Order under Section 74 of "The Trustee Act, 1908," made by a Judge of the Honourable Court at Auckland on the 9th day of April, 1930, NOTICE IS HEREBY GIVEN requiring all creditors and other persons having claims against the estate of the above-named deceased to send in writing particulars thereof to the Executor, THE NEW ZEALAND INSURANCE COMPANY, LIMITED, whose address is Second Floor, Insurance Buildings, Auckland, on or before the 30th day of June, 1930, after which date the Executor will proceed to distribute the assets.: [817, 563, 1088, 661]
classified-item: DOLLS' HOSPITAL.—Expert work. Dolls' Eyes, Heads, Wigs, Limbs supplied; moderate charges.: [46, 1313, 301, 1335]
classified-item: MAN with Truck would like carrying of any description between town and New Lynn.—Address at The Sun.: [321, 251, 556, 272]
section-heading: TENDERS: [1387, 182, 1652, 199]
classified-item: AUCKLAND RACING CLUB.: [817, 82, 937, 92]
classified-item: CHIMNEYS swept by H. Smith; 22 years' experience; no dust guaranteed.—40 Dean St., Arch Hill. Phone 26-606.: [321, 130, 556, 151]
classified-item: YACHT, 15ft. "Rainbow," bunks; sails, new sets.—Apply C. F. Fisher, 2 Sydney St.: [565, 1465, 808, 1486]
classified-item: CLYNO SALOON, economical ... £165: [1101, 592, 1250, 603]
section-heading: MARINE ENGINES: [565, 1585, 808, 1601]
